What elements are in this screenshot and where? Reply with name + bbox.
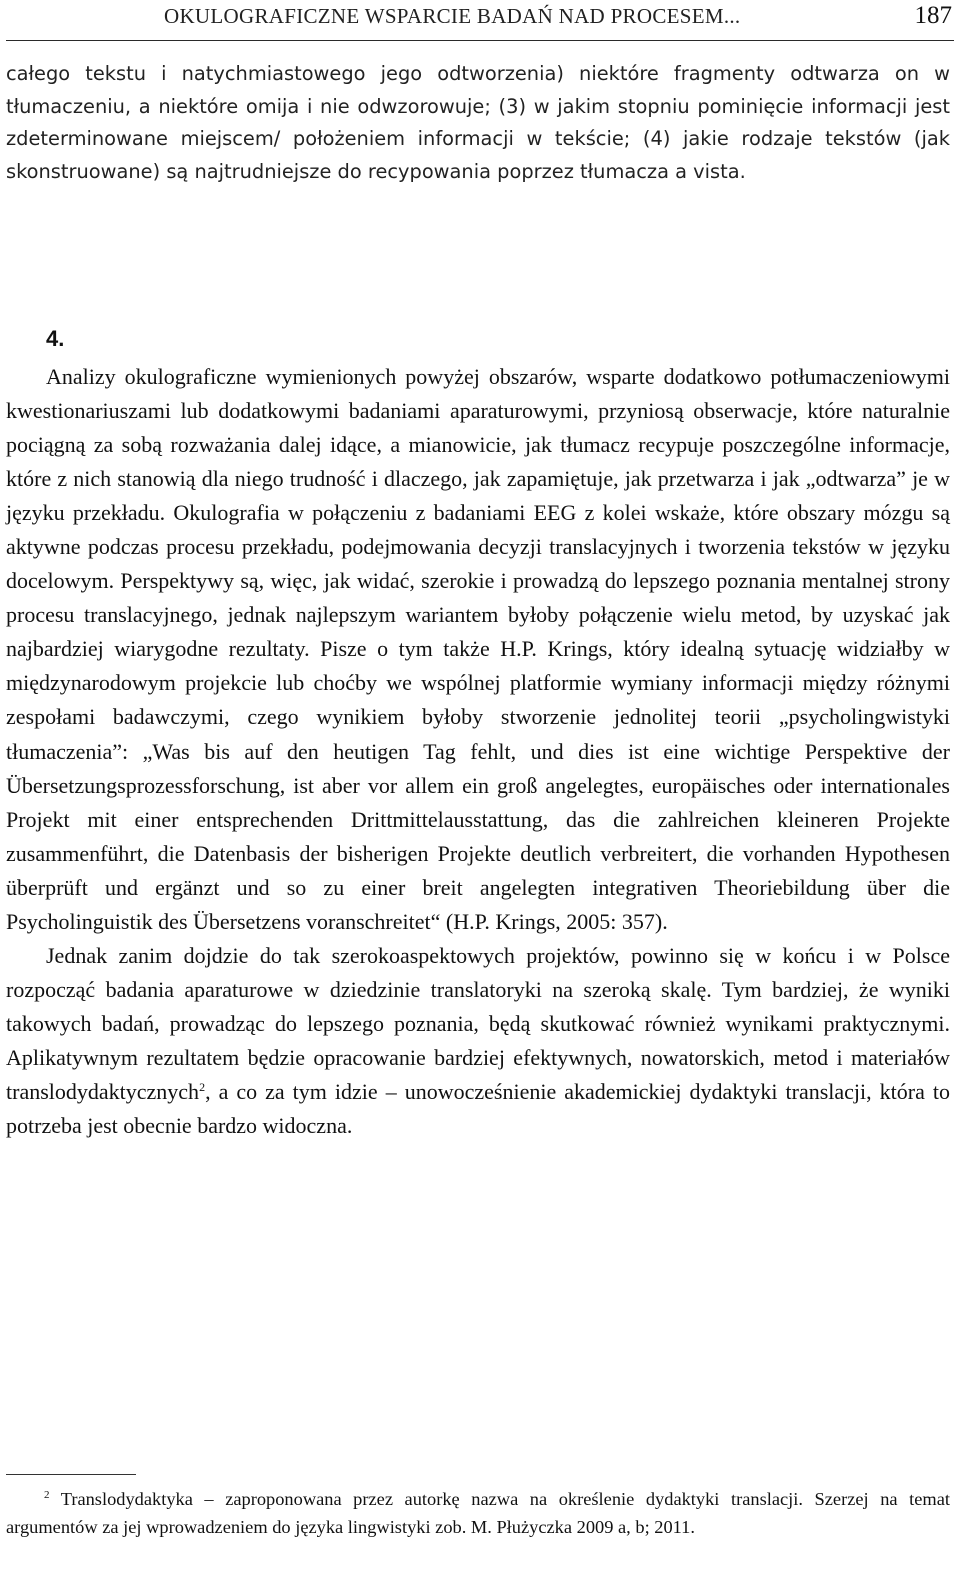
footnote [6, 1486, 950, 1541]
running-head: OKULOGRAFICZNE WSPARCIE BADAŃ NAD PROCESEM... [164, 4, 741, 28]
footnote-divider [6, 1474, 136, 1475]
intro-paragraph: całego tekstu i natychmiastowego jego odtworzenia) niektóre fragmenty odtwarza on w tłumaczeniu, a niektóre omija i nie odwzorowuje; (3) w jakim stopniu pominięcie informacji jest zdeterminowane miejscem/ położeniem informacji w tekście; (4) jakie rodzaje tekstów (jak skonstruowane) są najtrudniejsze do recypowania poprzez tłumacza a vista. [6, 62, 950, 184]
body-paragraph-2 [6, 939, 950, 1143]
page-header [6, 0, 954, 41]
main-text [6, 360, 950, 1143]
footnote-reference[interactable]: 2 [199, 1079, 206, 1094]
page-number: 187 [914, 2, 952, 29]
body-paragraph-1: Analizy okulograficzne wymienionych powyżej obszarów, wsparte dodatkowo potłumaczeniowymi kwestionariuszami lub dodatkowymi badaniami aparaturowymi, przyniosą obserwacje, które naturalnie pociągną za sobą rozważania dalej idące, a mianowicie, jak tłumacz recypuje poszczególne informacje, które z nich stanowią dla niego trudność i dlaczego, jak zapamiętuje, jak przetwarza i jak „odtwarza” je w języku przekładu. Okulografia w połączeniu z badaniami EEG z kolei wskaże, które obszary mózgu są aktywne podczas procesu przekładu, podejmowania decyzji translacyjnych i tworzenia tekstów w języku docelowym. Perspektywy są, więc, jak widać, szerokie i prowadzą do lepszego poznania mentalnej strony procesu translacyjnego, jednak najlepszym wariantem byłoby połączenie wielu metod, by uzyskać jak najbardziej wiarygodne rezultaty. Pisze o tym także H.P. Krings, który idealną sytuację widziałby w międzynarodowym projekcie lub choćby we wspólnej platformie wymiany informacji między różnymi zespołami badawczymi, czego wynikiem byłoby stworzenie jednolitej teorii „psycholingwistyki tłumaczenia”: „Was bis auf den heutigen Tag fehlt, und dies ist eine wichtige Perspektive der Übersetzungsprozessforschung, ist aber vor allem ein groß angelegtes, europäisches oder internationales Projekt mit einer entsprechenden Drittmittelausstattung, das die zahlreichen kleineren Projekte zusammenführt, die Datenbasis der bisherigen Projekte deutlich verbreitert, die vorhanden Hypothesen überprüft und ergänzt und so zu einer breit angelegten integrativen Theoriebildung über die Psycholinguistik des Übersetzens voranschreitet“ (H.P. Krings, 2005: 357). [6, 364, 950, 934]
footnote-marker: 2 [44, 1489, 50, 1501]
footnote-paragraph [6, 1486, 950, 1541]
body-paragraph-2-text: Jednak zanim dojdzie do tak szerokoaspektowych projektów, powinno się w końcu i w Polsce rozpocząć badania aparaturowe w dziedzinie translatoryki na szeroką skalę. Tym bardziej, że wyniki takowych badań, prowadząc do lepszego poznania, będą skutkować również wynikami praktycznymi. Aplikatywnym rezultatem będzie opracowanie bardziej efektywnych, nowatorskich, metod i materiałów translodydaktycznych [6, 942, 950, 1104]
section-number: 4. [46, 326, 65, 351]
footnote-text: Translodydaktyka – zaproponowana przez autorkę nazwa na określenie dydaktyki translacji. Szerzej na temat argumentów za jej wprowadzeniem do języka lingwistyki zob. M. Płużyczka 2009 a, b; 2011. [6, 1489, 950, 1537]
body-paragraph-2-text-end: , a co za tym idzie – unowocześnienie akademickiej dydaktyki translacji, która to potrzeba jest obecnie bardzo widoczna. [6, 1078, 950, 1139]
